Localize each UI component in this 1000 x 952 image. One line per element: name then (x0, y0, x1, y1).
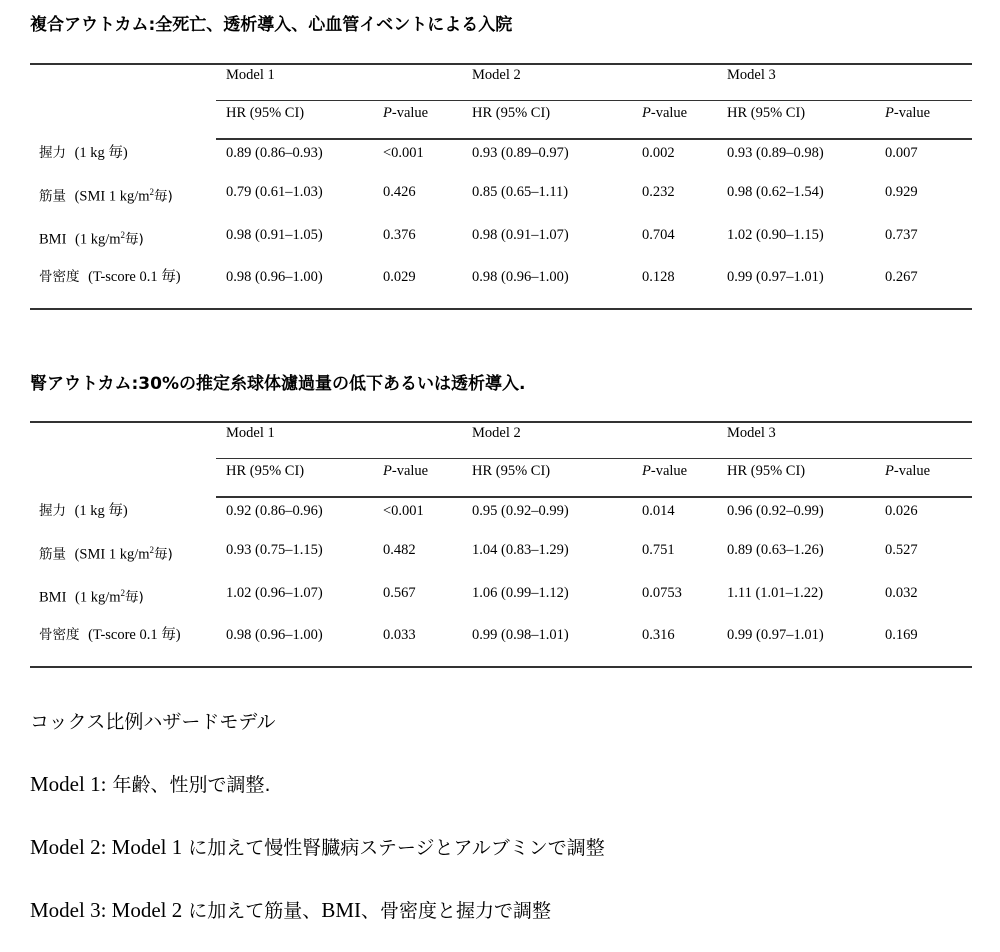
table-rule (30, 421, 972, 423)
table-rule (30, 308, 972, 310)
p-value: 0.029 (383, 269, 416, 285)
p-value: 0.737 (885, 227, 918, 243)
note-model2 (30, 833, 605, 860)
hr-value: 1.11 (1.01–1.22) (727, 585, 824, 601)
p-value: 0.033 (383, 627, 416, 643)
hr-value: 0.98 (0.91–1.07) (472, 227, 569, 243)
model-header: Model 3 (727, 67, 776, 83)
note-model1-label: Model 1: (30, 772, 107, 796)
row-label-sup: 2 (120, 230, 126, 240)
p-value-header (885, 463, 930, 479)
row-label-tail: 毎) (154, 546, 173, 563)
hr-value: 0.93 (0.89–0.97) (472, 145, 569, 161)
row-label-unit: (SMI 1 kg/m (74, 546, 150, 563)
model-header: Model 2 (472, 425, 521, 441)
row-label-unit: (1 kg 毎) (74, 503, 128, 519)
row-label-name: 握力 (39, 145, 66, 161)
p-value: 0.929 (885, 184, 918, 200)
note-model2-text: に加えて慢性腎臓病ステージとアルブミンで調整 (188, 837, 605, 859)
note-model3-text: に加えて筋量、 (188, 900, 322, 922)
hr-value: 1.04 (0.83–1.29) (472, 542, 569, 558)
row-label-unit: (T-score 0.1 毎) (88, 627, 181, 643)
table-rule (216, 458, 972, 459)
row-label-unit: (1 kg 毎) (74, 145, 128, 161)
p-value: 0.316 (642, 627, 675, 643)
p-value: 0.232 (642, 184, 675, 200)
row-label-unit: (1 kg/m (75, 231, 121, 248)
row-label (39, 269, 181, 285)
hr-header: HR (95% CI) (727, 105, 806, 121)
p-value-header-italic: P (885, 105, 894, 121)
p-value: 0.002 (642, 145, 675, 161)
results-table (30, 63, 972, 309)
hr-value: 0.99 (0.97–1.01) (727, 269, 824, 285)
row-label-unit: (T-score 0.1 毎) (88, 269, 181, 285)
hr-value: 1.02 (0.90–1.15) (727, 227, 824, 243)
p-value-header-rest: -value (650, 463, 688, 479)
hr-header: HR (95% CI) (472, 463, 551, 479)
section-title-renal: 腎アウトカム:30%の推定糸球体濾過量の低下あるいは透析導入. (30, 374, 526, 394)
p-value-header-rest: -value (391, 105, 429, 121)
note-model2-label: Model 2: Model 1 (30, 835, 183, 859)
hr-value: 0.98 (0.96–1.00) (472, 269, 569, 285)
p-value-header-italic: P (383, 463, 392, 479)
model-header: Model 1 (226, 425, 275, 441)
row-label (39, 145, 128, 161)
hr-value: 0.93 (0.89–0.98) (727, 145, 824, 161)
row-label-name: 握力 (39, 503, 66, 519)
hr-value: 0.99 (0.98–1.01) (472, 627, 569, 643)
hr-value: 0.93 (0.75–1.15) (226, 542, 323, 558)
p-value-header-rest: -value (650, 105, 688, 121)
note-model1 (30, 770, 271, 797)
p-value-header-italic: P (642, 463, 651, 479)
hr-header: HR (95% CI) (226, 463, 305, 479)
hr-value: 0.85 (0.65–1.11) (472, 184, 569, 200)
row-label (39, 542, 173, 563)
hr-value: 0.89 (0.63–1.26) (727, 542, 824, 558)
hr-value: 0.98 (0.62–1.54) (727, 184, 824, 200)
p-value: 0.267 (885, 269, 918, 285)
p-value: 0.567 (383, 585, 416, 601)
p-value: 0.426 (383, 184, 416, 200)
p-value-header-rest: -value (391, 463, 429, 479)
p-value: 0.0753 (642, 585, 682, 601)
table-rule (30, 666, 972, 668)
model-header: Model 3 (727, 425, 776, 441)
hr-value: 1.02 (0.96–1.07) (226, 585, 323, 601)
table-rule (30, 63, 972, 65)
p-value-header (383, 463, 428, 479)
hr-value: 0.96 (0.92–0.99) (727, 503, 824, 519)
p-value-header (642, 463, 687, 479)
note-model3-bmi: BMI (321, 898, 361, 922)
row-label-sup: 2 (120, 588, 126, 598)
note-model1-text: 年齢、性別で調整. (112, 774, 271, 796)
p-value: 0.032 (885, 585, 918, 601)
p-value-header-italic: P (642, 105, 651, 121)
row-label (39, 627, 181, 643)
p-value-header-italic: P (383, 105, 392, 121)
row-label-tail: 毎) (125, 231, 144, 248)
hr-header: HR (95% CI) (727, 463, 806, 479)
hr-header: HR (95% CI) (472, 105, 551, 121)
table-rule (216, 138, 972, 140)
p-value-header (885, 105, 930, 121)
section-title-composite: 複合アウトカム:全死亡、透析導入、心血管イベントによる入院 (30, 15, 513, 35)
row-label-name: 筋量 (39, 188, 66, 205)
row-label-name: BMI (39, 231, 67, 248)
row-label-sup: 2 (149, 187, 155, 197)
table-rule (216, 496, 972, 498)
row-label-name: BMI (39, 589, 67, 606)
p-value: <0.001 (383, 145, 424, 161)
row-label-tail: 毎) (125, 589, 144, 606)
hr-value: 0.79 (0.61–1.03) (226, 184, 323, 200)
p-value-header (383, 105, 428, 121)
p-value: 0.007 (885, 145, 918, 161)
hr-value: 0.98 (0.96–1.00) (226, 269, 323, 285)
row-label-name: 筋量 (39, 546, 66, 563)
row-label-unit: (1 kg/m (75, 589, 121, 606)
hr-value: 0.92 (0.86–0.96) (226, 503, 323, 519)
row-label-name: 骨密度 (39, 269, 80, 285)
note-model3-label: Model 3: Model 2 (30, 898, 183, 922)
row-label (39, 184, 173, 205)
row-label-tail: 毎) (154, 188, 173, 205)
note-model3 (30, 896, 551, 923)
table-rule (216, 100, 972, 101)
p-value: 0.128 (642, 269, 675, 285)
note-model-type: コックス比例ハザードモデル (30, 711, 276, 733)
row-label-name: 骨密度 (39, 627, 80, 643)
p-value-header-rest: -value (893, 463, 931, 479)
p-value: 0.014 (642, 503, 675, 519)
hr-value: 0.89 (0.86–0.93) (226, 145, 323, 161)
p-value: 0.169 (885, 627, 918, 643)
row-label-unit: (SMI 1 kg/m (74, 188, 150, 205)
p-value: 0.704 (642, 227, 675, 243)
results-table (30, 421, 972, 667)
hr-value: 0.99 (0.97–1.01) (727, 627, 824, 643)
p-value: 0.751 (642, 542, 675, 558)
p-value-header-rest: -value (893, 105, 931, 121)
p-value-header-italic: P (885, 463, 894, 479)
hr-header: HR (95% CI) (226, 105, 305, 121)
p-value: 0.527 (885, 542, 918, 558)
row-label-sup: 2 (149, 545, 155, 555)
p-value: 0.376 (383, 227, 416, 243)
hr-value: 0.95 (0.92–0.99) (472, 503, 569, 519)
p-value: 0.482 (383, 542, 416, 558)
model-header: Model 1 (226, 67, 275, 83)
row-label (39, 503, 128, 519)
hr-value: 1.06 (0.99–1.12) (472, 585, 569, 601)
row-label (39, 227, 144, 248)
hr-value: 0.98 (0.96–1.00) (226, 627, 323, 643)
p-value: <0.001 (383, 503, 424, 519)
p-value-header (642, 105, 687, 121)
hr-value: 0.98 (0.91–1.05) (226, 227, 323, 243)
model-header: Model 2 (472, 67, 521, 83)
note-model3-tail: 、骨密度と握力で調整 (361, 900, 552, 922)
row-label (39, 585, 144, 606)
p-value: 0.026 (885, 503, 918, 519)
